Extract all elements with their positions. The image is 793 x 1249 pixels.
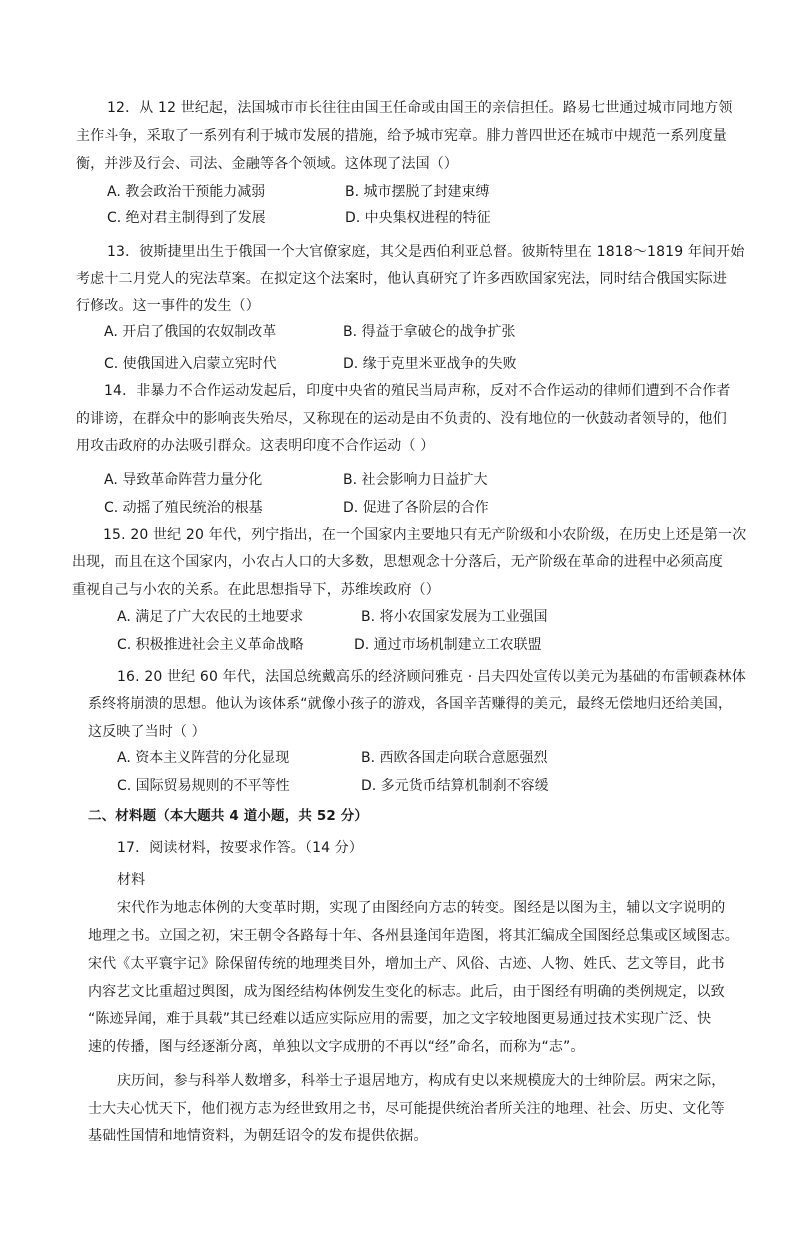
- material-paragraph-1-line-5: “陈迹异闻，难于具载”其已经难以适应实际应用的需要，加之文字较地图更易通过技术实现广泛、快: [88, 1011, 712, 1027]
- question-16-option-c[interactable]: C. 国际贸易规则的不平等性: [117, 778, 290, 794]
- material-paragraph-1-line-4: 内容艺文比重超过舆图，成为图经结构体例发生变化的标志。此后，由于图经有明确的类例规定，以致: [88, 984, 725, 1000]
- question-13-line-3: 行修改。这一事件的发生（）: [76, 298, 260, 314]
- question-12-option-d[interactable]: D. 中央集权进程的特征: [345, 210, 491, 226]
- question-16-option-d[interactable]: D. 多元货币结算机制刹不容缓: [361, 778, 549, 794]
- question-17-title: 17．阅读材料，按要求作答。（14 分）: [117, 840, 364, 856]
- question-15-option-b[interactable]: B. 将小农国家发展为工业强国: [361, 609, 548, 625]
- question-14-option-a[interactable]: A. 导致革命阵营力量分化: [104, 472, 263, 488]
- question-14-option-d[interactable]: D. 促进了各阶层的合作: [343, 500, 489, 516]
- material-paragraph-1-line-6: 速的传播，图与经逐渐分离，单独以文字成册的不再以“经”命名，而称为“志”。: [88, 1039, 585, 1055]
- material-paragraph-2-line-3: 基础性国情和地情资料，为朝廷诏令的发布提供依据。: [88, 1128, 428, 1144]
- question-16-option-a[interactable]: A. 资本主义阵营的分化显现: [117, 750, 290, 766]
- question-13-line-2: 考虑十二月党人的宪法草案。在拟定这个法案时，他认真研究了许多西欧国家宪法，同时结合俄国实际进: [76, 271, 727, 287]
- question-14-option-c[interactable]: C. 动摇了殖民统治的根基: [104, 500, 263, 516]
- question-12-line-3: 衡，并涉及行会、司法、金融等各个领域。这体现了法国（）: [76, 156, 459, 172]
- question-16-line-1: 16. 20 世纪 60 年代，法国总统戴高乐的经济顾问雅克 · 吕夫四处宣传以美元为基础的布雷顿森林体: [117, 669, 746, 685]
- question-15-line-2: 出现，而且在这个国家内，小农占人口的大多数，思想观念十分落后，无产阶级在革命的进程中必须高度: [72, 554, 723, 570]
- question-16-option-b[interactable]: B. 西欧各国走向联合意愿强烈: [361, 750, 548, 766]
- question-13-option-b[interactable]: B. 得益于拿破仑的战争扩张: [343, 324, 516, 340]
- question-12-line-2: 主作斗争，采取了一系列有利于城市发展的措施，给予城市宪章。腓力普四世还在城市中规范一系列度量: [76, 128, 727, 144]
- question-14-line-2: 的诽谤，在群众中的影响丧失殆尽，又称现在的运动是由不负责的、没有地位的一伙鼓动者领导的，他们: [76, 411, 727, 427]
- material-paragraph-1-line-3: 宋代《太平寰宇记》除保留传统的地理类目外，增加土产、风俗、古迹、人物、姓氏、艺文等目，此书: [88, 956, 725, 972]
- question-14-line-3: 用攻击政府的办法吸引群众。这表明印度不合作运动（ ）: [76, 438, 435, 454]
- material-paragraph-2-line-2: 士大夫心忧天下，他们视方志为经世致用之书，尽可能提供统治者所关注的地理、社会、历史、文化等: [88, 1101, 725, 1117]
- question-13-option-d[interactable]: D. 缘于克里米亚战争的失败: [343, 356, 517, 372]
- material-label: 材料: [117, 872, 146, 888]
- question-13-line-1: 13．彼斯捷里出生于俄国一个大官僚家庭，其父是西伯利亚总督。彼斯特里在 1818～1819 年间开始: [107, 244, 745, 260]
- material-paragraph-1-line-1: 宋代作为地志体例的大变革时期，实现了由图经向方志的转变。图经是以图为主，辅以文字说明的: [117, 900, 726, 916]
- question-15-option-c[interactable]: C. 积极推进社会主义革命战略: [117, 637, 304, 653]
- question-16-line-3: 这反映了当时（ ）: [88, 724, 206, 740]
- question-15-line-3: 重视自己与小农的关系。在此思想指导下，苏维埃政府（）: [72, 582, 440, 598]
- question-12-line-1: 12．从 12 世纪起，法国城市市长往往由国王任命或由国王的亲信担任。路易七世通过城市同地方领: [107, 100, 733, 116]
- material-paragraph-2-line-1: 庆历间，参与科举人数增多，科举士子退居地方，构成有史以来规模庞大的士绅阶层。两宋之际，: [117, 1073, 726, 1089]
- question-14-line-1: 14．非暴力不合作运动发起后，印度中央省的殖民当局声称，反对不合作运动的律师们遭到不合作者: [104, 383, 731, 399]
- question-15-line-1: 15. 20 世纪 20 年代，列宁指出，在一个国家内主要地只有无产阶级和小农阶级，在历史上还是第一次: [103, 527, 747, 543]
- question-15-option-d[interactable]: D. 通过市场机制建立工农联盟: [354, 637, 542, 653]
- material-paragraph-1-line-2: 地理之书。立国之初，宋王朝令各路每十年、各州县逢闰年造图，将其汇编成全国图经总集或区域图志。: [88, 928, 739, 944]
- question-16-line-2: 系终将崩溃的思想。他认为该体系“就像小孩子的游戏，各国辛苦赚得的美元，最终无偿地归还给美国，: [88, 696, 733, 712]
- question-12-option-a[interactable]: A. 教会政治干预能力减弱: [107, 184, 266, 200]
- question-15-option-a[interactable]: A. 满足了广大农民的土地要求: [117, 609, 304, 625]
- question-12-option-c[interactable]: C. 绝对君主制得到了发展: [107, 210, 266, 226]
- question-14-option-b[interactable]: B. 社会影响力日益扩大: [343, 472, 488, 488]
- question-12-option-b[interactable]: B. 城市摆脱了封建束缚: [345, 184, 490, 200]
- section-heading: 二、材料题（本大题共 4 道小题，共 52 分）: [88, 808, 369, 824]
- question-13-option-c[interactable]: C. 使俄国进入启蒙立宪时代: [104, 356, 277, 372]
- question-13-option-a[interactable]: A. 开启了俄国的农奴制改革: [104, 324, 277, 340]
